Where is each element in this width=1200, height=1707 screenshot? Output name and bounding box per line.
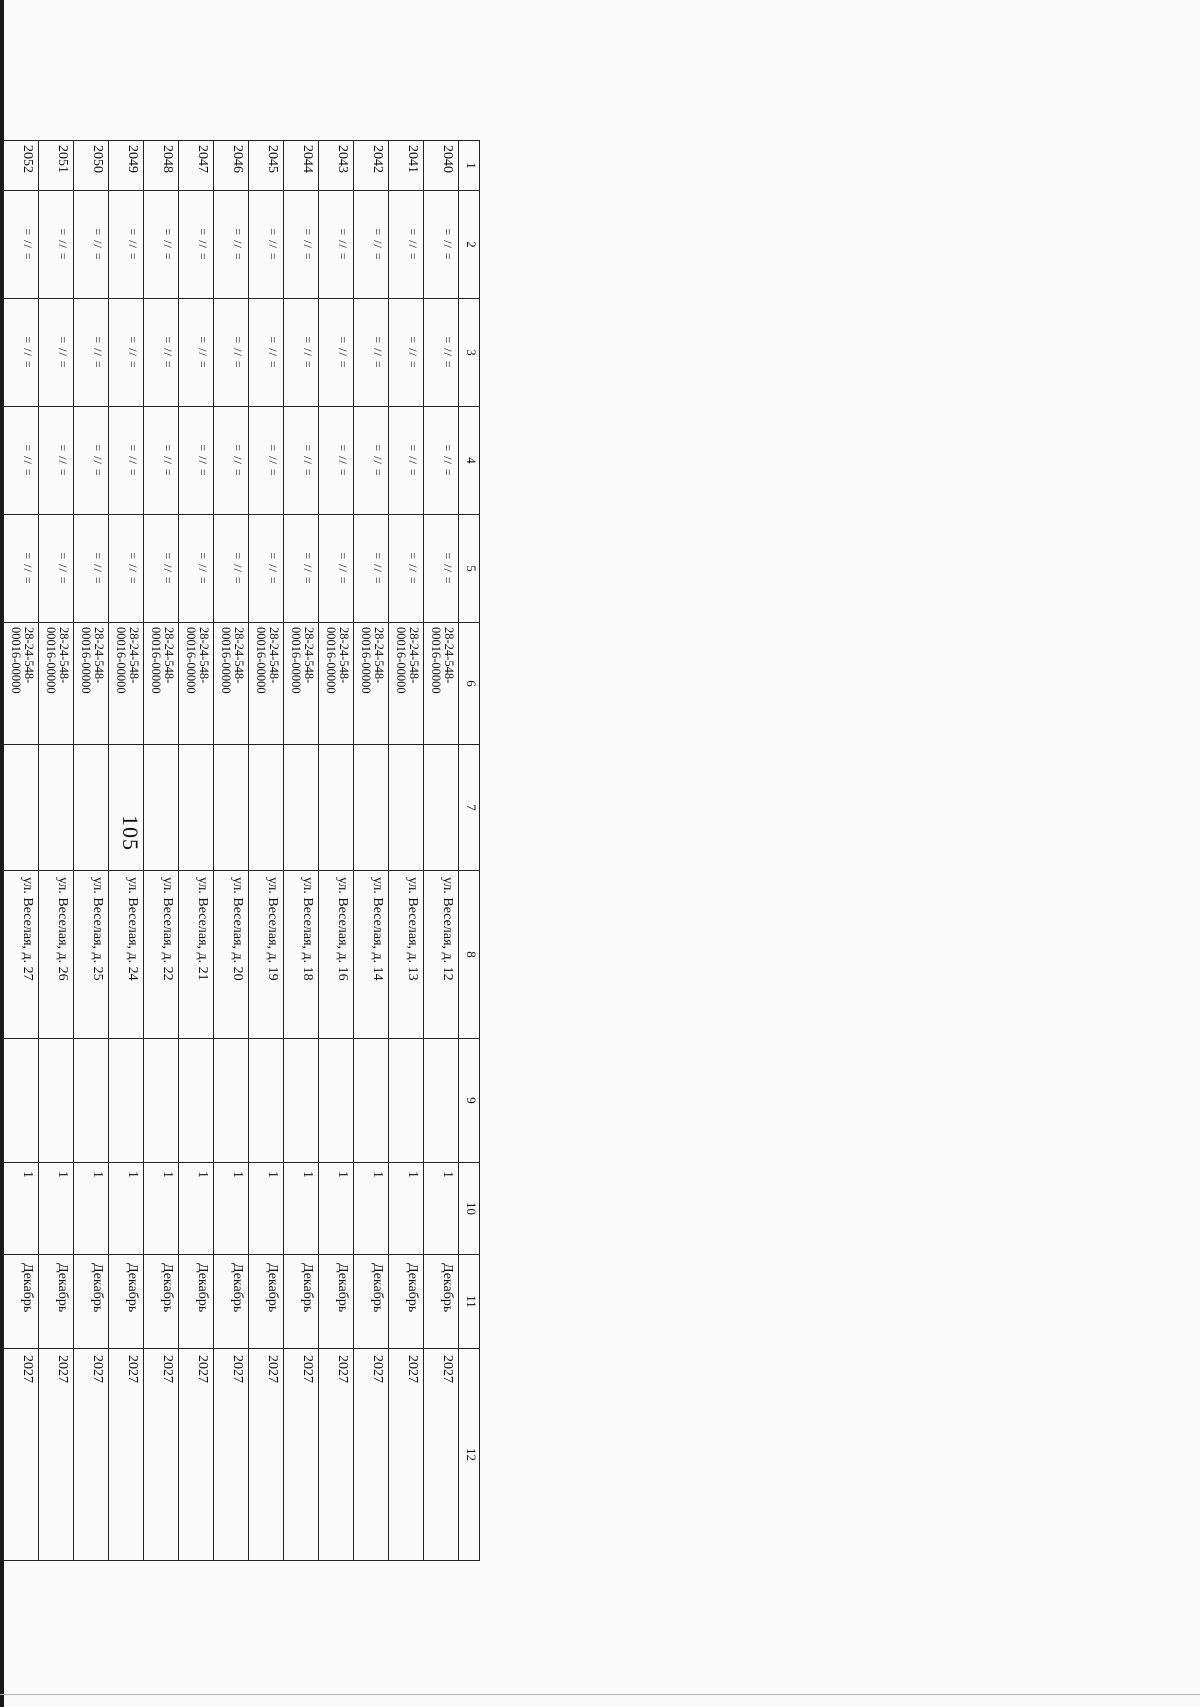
header-row bbox=[459, 141, 480, 1561]
empty-cell-col9 bbox=[214, 1039, 249, 1163]
month-cell: Декабрь bbox=[144, 1255, 179, 1349]
address-cell: ул. Веселая, д. 19 bbox=[249, 871, 284, 1039]
table-body bbox=[0, 141, 459, 1561]
ditto-cell-col3: = // = bbox=[284, 299, 319, 407]
year-cell: 2027 bbox=[354, 1349, 389, 1561]
ditto-cell-col5: = // = bbox=[284, 515, 319, 623]
ditto-cell-col3: = // = bbox=[179, 299, 214, 407]
year-cell bbox=[0, 1349, 4, 1561]
code-cell: 28-24-548- 00016-00000 bbox=[424, 623, 459, 745]
year-cell: 2027 bbox=[389, 1349, 424, 1561]
year-cell: 2027 bbox=[424, 1349, 459, 1561]
empty-cell-col9 bbox=[284, 1039, 319, 1163]
ditto-cell-col5: = // = bbox=[214, 515, 249, 623]
column-header-12: 12 bbox=[459, 1349, 480, 1561]
ditto-cell-col2: = // = bbox=[39, 191, 74, 299]
empty-cell-col7 bbox=[179, 745, 214, 871]
page-number: 105 bbox=[118, 815, 143, 851]
ditto-cell-col5: = // = bbox=[354, 515, 389, 623]
code-cell: 28-24-548- 00016-00000 bbox=[39, 623, 74, 745]
quantity-cell: 1 bbox=[144, 1163, 179, 1255]
column-header-3: 3 bbox=[459, 299, 480, 407]
empty-cell-col7 bbox=[109, 745, 144, 871]
ditto-cell-col2: = // = bbox=[354, 191, 389, 299]
empty-cell-col9 bbox=[319, 1039, 354, 1163]
column-header-7: 7 bbox=[459, 745, 480, 871]
month-cell: Декабрь bbox=[179, 1255, 214, 1349]
month-cell: Декабрь bbox=[424, 1255, 459, 1349]
table-row bbox=[74, 141, 109, 1561]
ditto-cell-col4: = // = bbox=[284, 407, 319, 515]
ditto-cell-col5: = // = bbox=[4, 515, 39, 623]
data-table bbox=[0, 140, 480, 1561]
ditto-cell-col2: = // = bbox=[4, 191, 39, 299]
ditto-cell-col4: = // = bbox=[74, 407, 109, 515]
empty-cell-col9 bbox=[0, 1039, 4, 1163]
ditto-cell-col5: = // = bbox=[389, 515, 424, 623]
quantity-cell bbox=[0, 1163, 4, 1255]
ditto-cell-col3: = // = bbox=[39, 299, 74, 407]
empty-cell-col7 bbox=[4, 745, 39, 871]
month-cell: Декабрь bbox=[354, 1255, 389, 1349]
year-cell: 2027 bbox=[4, 1349, 39, 1561]
address-cell: ул. Веселая, д. 18 bbox=[284, 871, 319, 1039]
row-number-cell: 2041 bbox=[389, 141, 424, 191]
column-header-6: 6 bbox=[459, 623, 480, 745]
column-header-2: 2 bbox=[459, 191, 480, 299]
ditto-cell-col5: = // = bbox=[109, 515, 144, 623]
year-cell: 2027 bbox=[144, 1349, 179, 1561]
ditto-cell-col5: = // = bbox=[249, 515, 284, 623]
ditto-cell-col4: = // = bbox=[39, 407, 74, 515]
row-number-cell: 2049 bbox=[109, 141, 144, 191]
month-cell: Декабрь bbox=[319, 1255, 354, 1349]
address-cell: ул. Веселая, д. 24 bbox=[109, 871, 144, 1039]
ditto-cell-col5: = // = bbox=[74, 515, 109, 623]
row-number-cell: 2045 bbox=[249, 141, 284, 191]
table-row bbox=[354, 141, 389, 1561]
table-row bbox=[144, 141, 179, 1561]
quantity-cell: 1 bbox=[39, 1163, 74, 1255]
year-cell: 2027 bbox=[249, 1349, 284, 1561]
row-number-cell: 2042 bbox=[354, 141, 389, 191]
ditto-cell-col4: = // = bbox=[424, 407, 459, 515]
empty-cell-col9 bbox=[74, 1039, 109, 1163]
table-row bbox=[39, 141, 74, 1561]
address-cell: ул. Веселая, д. 25 bbox=[74, 871, 109, 1039]
ditto-cell-col5 bbox=[0, 515, 4, 623]
ditto-cell-col4 bbox=[0, 407, 4, 515]
empty-cell-col7 bbox=[319, 745, 354, 871]
empty-cell-col7 bbox=[144, 745, 179, 871]
table-row bbox=[389, 141, 424, 1561]
ditto-cell-col5: = // = bbox=[144, 515, 179, 623]
column-header-10: 10 bbox=[459, 1163, 480, 1255]
empty-cell-col9 bbox=[389, 1039, 424, 1163]
row-number-cell: 2043 bbox=[319, 141, 354, 191]
code-cell: 28-24-548- 00016-00000 bbox=[319, 623, 354, 745]
ditto-cell-col5: = // = bbox=[179, 515, 214, 623]
empty-cell-col9 bbox=[144, 1039, 179, 1163]
ditto-cell-col4: = // = bbox=[179, 407, 214, 515]
code-cell: 28-24-548- 00016-00000 bbox=[284, 623, 319, 745]
table-header bbox=[459, 141, 480, 1561]
ditto-cell-col4: = // = bbox=[389, 407, 424, 515]
address-cell: ул. Веселая, д. 14 bbox=[354, 871, 389, 1039]
ditto-cell-col3: = // = bbox=[144, 299, 179, 407]
table-row bbox=[179, 141, 214, 1561]
address-cell bbox=[0, 871, 4, 1039]
code-cell: 28-24-548- 00016-00000 bbox=[389, 623, 424, 745]
table-row bbox=[319, 141, 354, 1561]
column-header-9: 9 bbox=[459, 1039, 480, 1163]
table-row bbox=[0, 141, 4, 1561]
ditto-cell-col2: = // = bbox=[144, 191, 179, 299]
empty-cell-col9 bbox=[179, 1039, 214, 1163]
ditto-cell-col4: = // = bbox=[144, 407, 179, 515]
empty-cell-col9 bbox=[39, 1039, 74, 1163]
month-cell: Декабрь bbox=[74, 1255, 109, 1349]
address-cell: ул. Веселая, д. 13 bbox=[389, 871, 424, 1039]
ditto-cell-col2: = // = bbox=[319, 191, 354, 299]
address-cell: ул. Веселая, д. 16 bbox=[319, 871, 354, 1039]
ditto-cell-col4: = // = bbox=[214, 407, 249, 515]
table-row bbox=[249, 141, 284, 1561]
quantity-cell: 1 bbox=[249, 1163, 284, 1255]
empty-cell-col9 bbox=[109, 1039, 144, 1163]
column-header-5: 5 bbox=[459, 515, 480, 623]
code-cell: 28-24-548- 00016-00000 bbox=[74, 623, 109, 745]
quantity-cell: 1 bbox=[389, 1163, 424, 1255]
row-number-cell bbox=[0, 141, 4, 191]
month-cell bbox=[0, 1255, 4, 1349]
ditto-cell-col4: = // = bbox=[319, 407, 354, 515]
ditto-cell-col3: = // = bbox=[249, 299, 284, 407]
year-cell: 2027 bbox=[214, 1349, 249, 1561]
year-cell: 2027 bbox=[284, 1349, 319, 1561]
month-cell: Декабрь bbox=[214, 1255, 249, 1349]
ditto-cell-col5: = // = bbox=[319, 515, 354, 623]
ditto-cell-col2: = // = bbox=[109, 191, 144, 299]
ditto-cell-col2: = // = bbox=[389, 191, 424, 299]
address-cell: ул. Веселая, д. 20 bbox=[214, 871, 249, 1039]
ditto-cell-col4: = // = bbox=[249, 407, 284, 515]
ditto-cell-col5: = // = bbox=[424, 515, 459, 623]
month-cell: Декабрь bbox=[4, 1255, 39, 1349]
row-number-cell: 2048 bbox=[144, 141, 179, 191]
year-cell: 2027 bbox=[319, 1349, 354, 1561]
empty-cell-col7 bbox=[389, 745, 424, 871]
month-cell: Декабрь bbox=[109, 1255, 144, 1349]
month-cell: Декабрь bbox=[39, 1255, 74, 1349]
table-row bbox=[4, 141, 39, 1561]
table-container bbox=[0, 140, 480, 1560]
month-cell: Декабрь bbox=[249, 1255, 284, 1349]
ditto-cell-col4: = // = bbox=[109, 407, 144, 515]
month-cell: Декабрь bbox=[389, 1255, 424, 1349]
ditto-cell-col3: = // = bbox=[214, 299, 249, 407]
ditto-cell-col3: = // = bbox=[389, 299, 424, 407]
address-cell: ул. Веселая, д. 27 bbox=[4, 871, 39, 1039]
column-header-1: 1 bbox=[459, 141, 480, 191]
code-cell: 28-24-548- 00016-00000 bbox=[249, 623, 284, 745]
row-number-cell: 2050 bbox=[74, 141, 109, 191]
empty-cell-col7 bbox=[424, 745, 459, 871]
address-cell: ул. Веселая, д. 21 bbox=[179, 871, 214, 1039]
ditto-cell-col3 bbox=[0, 299, 4, 407]
ditto-cell-col5: = // = bbox=[39, 515, 74, 623]
column-header-11: 11 bbox=[459, 1255, 480, 1349]
quantity-cell: 1 bbox=[179, 1163, 214, 1255]
empty-cell-col7 bbox=[214, 745, 249, 871]
row-number-cell: 2047 bbox=[179, 141, 214, 191]
ditto-cell-col2: = // = bbox=[249, 191, 284, 299]
year-cell: 2027 bbox=[109, 1349, 144, 1561]
ditto-cell-col2: = // = bbox=[214, 191, 249, 299]
empty-cell-col9 bbox=[424, 1039, 459, 1163]
code-cell: 28-24-548- 00016-00000 bbox=[4, 623, 39, 745]
column-header-4: 4 bbox=[459, 407, 480, 515]
ditto-cell-col3: = // = bbox=[4, 299, 39, 407]
ditto-cell-col2: = // = bbox=[424, 191, 459, 299]
quantity-cell: 1 bbox=[424, 1163, 459, 1255]
address-cell: ул. Веселая, д. 12 bbox=[424, 871, 459, 1039]
code-cell: 28-24-548- 00016-00000 bbox=[214, 623, 249, 745]
empty-cell-col7 bbox=[249, 745, 284, 871]
quantity-cell: 1 bbox=[214, 1163, 249, 1255]
table-row bbox=[109, 141, 144, 1561]
empty-cell-col7 bbox=[39, 745, 74, 871]
ditto-cell-col2: = // = bbox=[74, 191, 109, 299]
code-cell bbox=[0, 623, 4, 745]
address-cell: ул. Веселая, д. 26 bbox=[39, 871, 74, 1039]
year-cell: 2027 bbox=[179, 1349, 214, 1561]
empty-cell-col7 bbox=[354, 745, 389, 871]
code-cell: 28-24-548- 00016-00000 bbox=[354, 623, 389, 745]
code-cell: 28-24-548- 00016-00000 bbox=[109, 623, 144, 745]
scan-edge-bottom bbox=[0, 1694, 1200, 1695]
quantity-cell: 1 bbox=[319, 1163, 354, 1255]
empty-cell-col9 bbox=[249, 1039, 284, 1163]
ditto-cell-col2: = // = bbox=[284, 191, 319, 299]
quantity-cell: 1 bbox=[109, 1163, 144, 1255]
empty-cell-col9 bbox=[354, 1039, 389, 1163]
address-cell: ул. Веселая, д. 22 bbox=[144, 871, 179, 1039]
row-number-cell: 2046 bbox=[214, 141, 249, 191]
table-row bbox=[214, 141, 249, 1561]
ditto-cell-col4: = // = bbox=[4, 407, 39, 515]
ditto-cell-col4: = // = bbox=[354, 407, 389, 515]
code-cell: 28-24-548- 00016-00000 bbox=[179, 623, 214, 745]
empty-cell-col7 bbox=[284, 745, 319, 871]
table-row bbox=[424, 141, 459, 1561]
month-cell: Декабрь bbox=[284, 1255, 319, 1349]
row-number-cell: 2044 bbox=[284, 141, 319, 191]
empty-cell-col7 bbox=[74, 745, 109, 871]
ditto-cell-col2: = // = bbox=[179, 191, 214, 299]
quantity-cell: 1 bbox=[4, 1163, 39, 1255]
quantity-cell: 1 bbox=[354, 1163, 389, 1255]
year-cell: 2027 bbox=[39, 1349, 74, 1561]
table-row bbox=[284, 141, 319, 1561]
ditto-cell-col3: = // = bbox=[319, 299, 354, 407]
code-cell: 28-24-548- 00016-00000 bbox=[144, 623, 179, 745]
quantity-cell: 1 bbox=[74, 1163, 109, 1255]
quantity-cell: 1 bbox=[284, 1163, 319, 1255]
ditto-cell-col3: = // = bbox=[354, 299, 389, 407]
column-header-8: 8 bbox=[459, 871, 480, 1039]
ditto-cell-col3: = // = bbox=[74, 299, 109, 407]
row-number-cell: 2051 bbox=[39, 141, 74, 191]
ditto-cell-col2 bbox=[0, 191, 4, 299]
empty-cell-col9 bbox=[4, 1039, 39, 1163]
ditto-cell-col3: = // = bbox=[109, 299, 144, 407]
row-number-cell: 2040 bbox=[424, 141, 459, 191]
empty-cell-col7 bbox=[0, 745, 4, 871]
ditto-cell-col3: = // = bbox=[424, 299, 459, 407]
row-number-cell: 2052 bbox=[4, 141, 39, 191]
year-cell: 2027 bbox=[74, 1349, 109, 1561]
